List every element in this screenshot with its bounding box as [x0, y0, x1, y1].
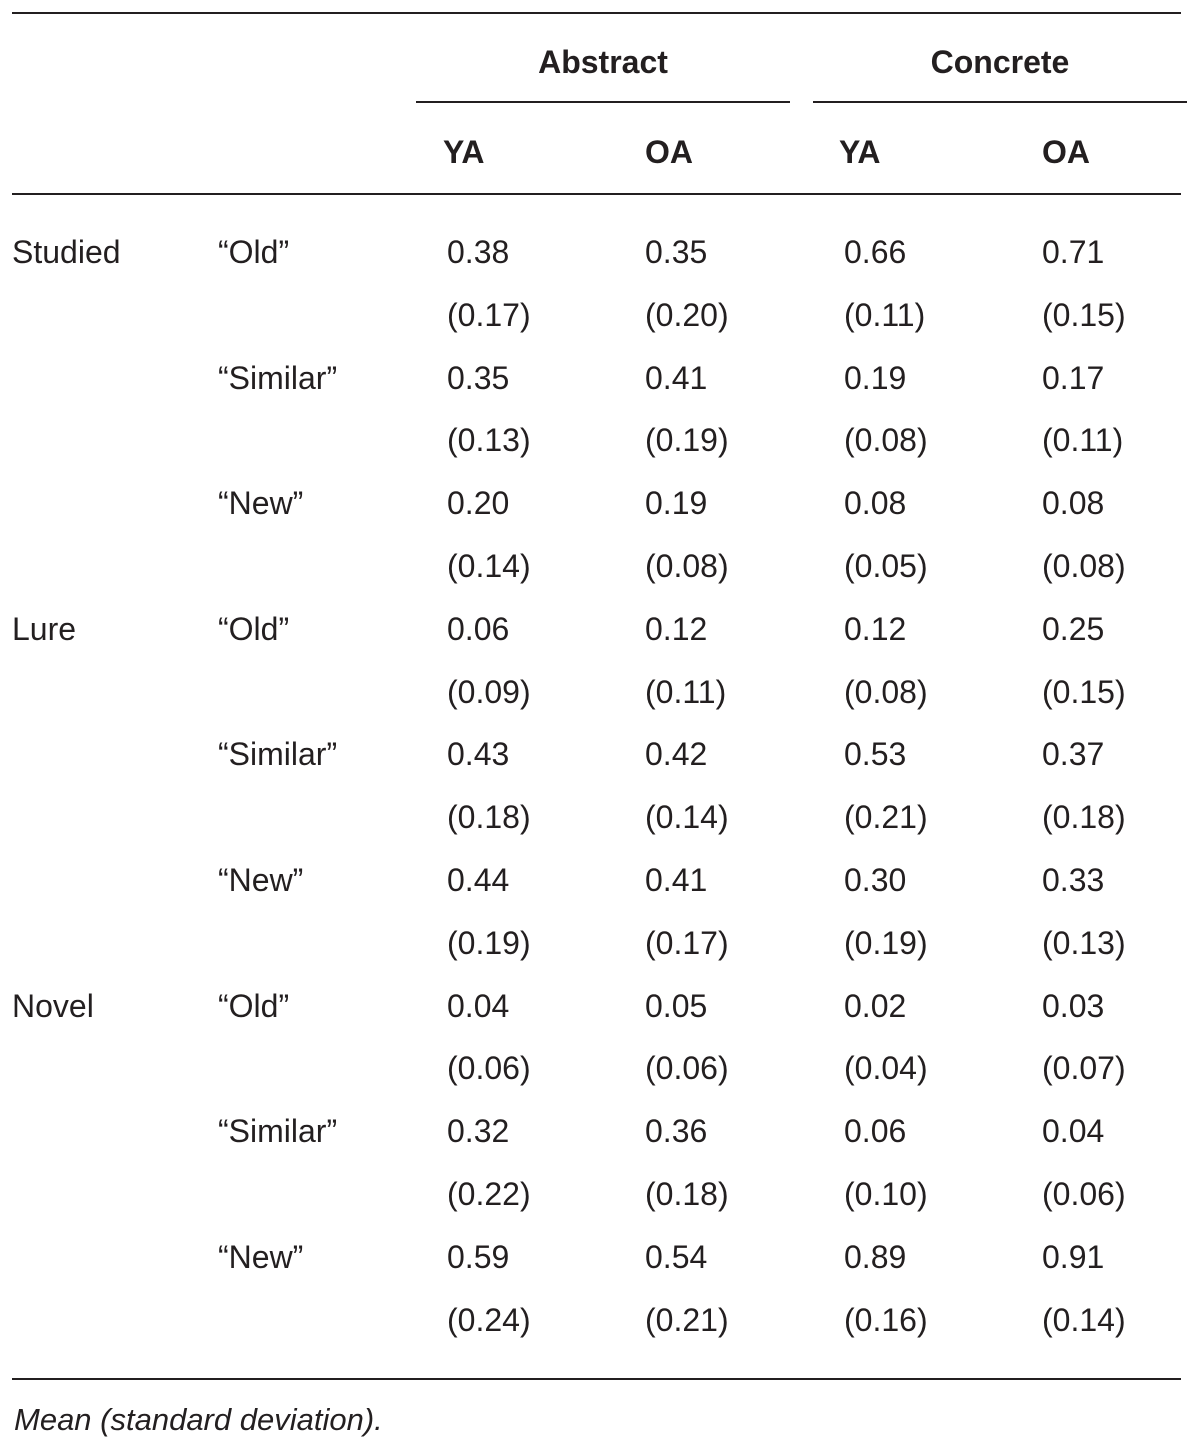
- sd-cell: (0.06): [447, 1050, 531, 1087]
- table-row-sd: [0, 785, 1200, 848]
- sd-cell: (0.17): [645, 924, 729, 961]
- mean-cell: 0.54: [645, 1238, 708, 1275]
- mean-cell: 0.41: [645, 861, 708, 898]
- table-row-mean: [0, 471, 1200, 534]
- sd-cell: (0.16): [844, 1301, 928, 1338]
- sd-cell: (0.06): [1042, 1175, 1126, 1212]
- sd-cell: (0.14): [1042, 1301, 1126, 1338]
- table-row-sd: [0, 660, 1200, 723]
- sd-cell: (0.15): [1042, 296, 1126, 333]
- response-label: “New”: [218, 861, 304, 898]
- sd-cell: (0.08): [645, 547, 729, 584]
- sd-cell: (0.14): [447, 547, 531, 584]
- mean-cell: 0.19: [844, 359, 907, 396]
- sd-cell: (0.11): [844, 296, 926, 333]
- mean-cell: 0.04: [1042, 1113, 1105, 1150]
- mean-cell: 0.38: [447, 234, 510, 270]
- table-row-sd: [0, 1162, 1200, 1225]
- sub-header-concrete-oa: OA: [1042, 134, 1090, 170]
- sd-cell: (0.19): [844, 924, 928, 961]
- row-group-label: Novel: [12, 987, 94, 1024]
- response-label: “Similar”: [218, 736, 338, 773]
- table-row-mean: [0, 346, 1200, 409]
- row-group-label: Studied: [12, 234, 121, 270]
- mean-cell: 0.91: [1042, 1238, 1105, 1275]
- table-row-sd: [0, 408, 1200, 471]
- sd-cell: (0.06): [645, 1050, 729, 1087]
- sd-cell: (0.11): [645, 673, 727, 710]
- mean-cell: 0.17: [1042, 359, 1105, 396]
- table-row-mean: [0, 220, 1200, 283]
- mean-cell: 0.20: [447, 485, 510, 522]
- top-rule: [12, 12, 1181, 14]
- sd-cell: (0.14): [645, 799, 729, 836]
- sub-header-abstract-oa: OA: [645, 134, 693, 170]
- table-row-mean: [0, 848, 1200, 911]
- table-row-sd: [0, 1036, 1200, 1099]
- response-label: “Similar”: [218, 359, 338, 396]
- mean-cell: 0.37: [1042, 736, 1105, 773]
- sd-cell: (0.09): [447, 673, 531, 710]
- group-header-abstract: Abstract: [538, 44, 668, 80]
- mean-cell: 0.30: [844, 861, 907, 898]
- sd-cell: (0.08): [1042, 547, 1126, 584]
- sd-cell: (0.18): [645, 1175, 729, 1212]
- table-row-mean: [0, 597, 1200, 660]
- response-label: “Old”: [218, 234, 290, 270]
- mean-cell: 0.44: [447, 861, 510, 898]
- mean-cell: 0.02: [844, 987, 907, 1024]
- response-label: “New”: [218, 485, 304, 522]
- response-label: “Old”: [218, 610, 290, 647]
- sd-cell: (0.24): [447, 1301, 531, 1338]
- table-row-mean: [0, 1225, 1200, 1288]
- sd-cell: (0.22): [447, 1175, 531, 1212]
- sd-cell: (0.04): [844, 1050, 928, 1087]
- mean-cell: 0.05: [645, 987, 708, 1024]
- sd-cell: (0.10): [844, 1175, 928, 1212]
- sd-cell: (0.05): [844, 547, 928, 584]
- mean-cell: 0.36: [645, 1113, 708, 1150]
- sub-header-concrete-ya: YA: [839, 134, 881, 170]
- mean-cell: 0.08: [1042, 485, 1105, 522]
- sd-cell: (0.18): [1042, 799, 1126, 836]
- row-group-label: Lure: [12, 610, 77, 647]
- mean-cell: 0.66: [844, 234, 907, 270]
- table-row-sd: [0, 283, 1200, 346]
- table-row-mean: [0, 722, 1200, 785]
- bottom-rule: [12, 1378, 1181, 1380]
- mean-cell: 0.59: [447, 1238, 510, 1275]
- table-row-sd: [0, 534, 1200, 597]
- mean-cell: 0.19: [645, 485, 708, 522]
- mean-cell: 0.53: [844, 736, 907, 773]
- sd-cell: (0.07): [1042, 1050, 1126, 1087]
- table-row-sd: [0, 911, 1200, 974]
- table-body: [0, 220, 1200, 1350]
- response-label: “New”: [218, 1238, 304, 1275]
- sd-cell: (0.18): [447, 799, 531, 836]
- mean-cell: 0.06: [844, 1113, 907, 1150]
- response-label: “Old”: [218, 987, 290, 1024]
- table-row-sd: [0, 1288, 1200, 1351]
- mean-cell: 0.33: [1042, 861, 1105, 898]
- mean-cell: 0.89: [844, 1238, 907, 1275]
- sd-cell: (0.17): [447, 296, 531, 333]
- mean-cell: 0.43: [447, 736, 510, 773]
- sd-cell: (0.11): [1042, 422, 1124, 459]
- mean-cell: 0.04: [447, 987, 510, 1024]
- sd-cell: (0.13): [447, 422, 531, 459]
- table-row-mean: [0, 974, 1200, 1037]
- mean-cell: 0.12: [844, 610, 907, 647]
- mean-cell: 0.35: [447, 359, 510, 396]
- mean-cell: 0.32: [447, 1113, 510, 1150]
- sd-cell: (0.21): [844, 799, 928, 836]
- table-row-mean: [0, 1099, 1200, 1162]
- mean-cell: 0.12: [645, 610, 708, 647]
- abstract-underline: [416, 101, 790, 103]
- mean-cell: 0.03: [1042, 987, 1105, 1024]
- mean-cell: 0.71: [1042, 234, 1105, 270]
- mean-cell: 0.41: [645, 359, 708, 396]
- mean-cell: 0.08: [844, 485, 907, 522]
- mean-cell: 0.25: [1042, 610, 1105, 647]
- sd-cell: (0.08): [844, 673, 928, 710]
- sd-cell: (0.08): [844, 422, 928, 459]
- header-rule: [12, 193, 1181, 195]
- sub-header-abstract-ya: YA: [443, 134, 485, 170]
- group-header-concrete: Concrete: [930, 44, 1070, 80]
- response-label: “Similar”: [218, 1113, 338, 1150]
- sd-cell: (0.19): [447, 924, 531, 961]
- table-footnote: Mean (standard deviation).: [14, 1402, 383, 1437]
- mean-cell: 0.06: [447, 610, 510, 647]
- concrete-underline: [813, 101, 1187, 103]
- mean-cell: 0.42: [645, 736, 708, 773]
- sd-cell: (0.21): [645, 1301, 729, 1338]
- sd-cell: (0.19): [645, 422, 729, 459]
- sd-cell: (0.13): [1042, 924, 1126, 961]
- sd-cell: (0.20): [645, 296, 729, 333]
- sd-cell: (0.15): [1042, 673, 1126, 710]
- mean-cell: 0.35: [645, 234, 708, 270]
